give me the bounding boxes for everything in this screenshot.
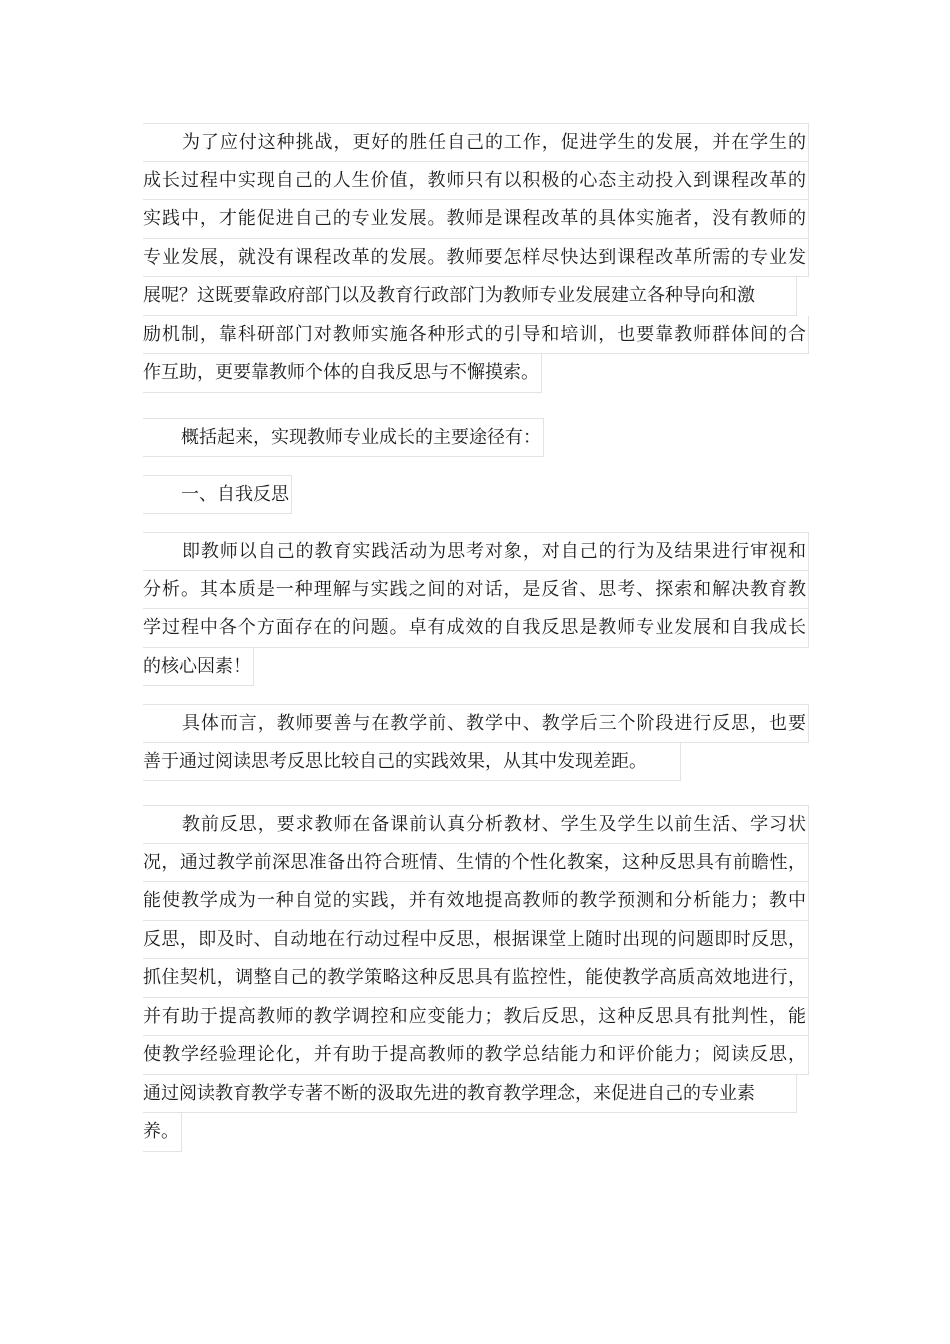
text-line	[143, 959, 809, 998]
text-line	[143, 1036, 809, 1075]
text-line	[143, 844, 809, 883]
text-line	[143, 571, 809, 610]
text-line	[143, 704, 809, 743]
line-text: 作互助，更要靠教师个体的自我反思与不懈摸索。	[143, 362, 539, 383]
section-heading	[143, 475, 809, 514]
line-text: 反思，即及时、自动地在行动过程中反思，根据课堂上随时出现的问题即时反思，	[143, 928, 806, 950]
text-line	[143, 882, 809, 921]
line-text: 概括起来，实现教师专业成长的主要途径有：	[181, 427, 541, 448]
text-line	[143, 354, 542, 393]
text-line	[143, 162, 809, 201]
line-text: 况，通过教学前深思准备出符合班情、生情的个性化教案，这种反思具有前瞻性，	[143, 851, 806, 873]
line-text: 使教学经验理论化，并有助于提高教师的教学总结能力和评价能力；阅读反思，	[143, 1044, 806, 1065]
text-line	[143, 648, 254, 687]
line-text: 抓住契机，调整自己的教学策略这种反思具有监控性，能使教学高质高效地进行，	[143, 967, 806, 988]
text-line	[143, 743, 681, 782]
text-line	[143, 200, 809, 239]
paragraph-specifics	[143, 704, 809, 781]
text-line	[143, 277, 797, 316]
text-line	[143, 921, 809, 960]
text-line	[143, 475, 292, 514]
text-line	[143, 609, 809, 648]
line-text: 专业发展，就没有课程改革的发展。教师要怎样尽快达到课程改革所需的专业发	[143, 246, 806, 268]
line-text: 通过阅读教育教学专著不断的汲取先进的教育教学理念，来促进自己的专业素	[143, 1082, 755, 1104]
text-line	[143, 123, 809, 162]
text-line	[143, 998, 809, 1037]
paragraph-intro	[143, 123, 809, 393]
text-line	[143, 532, 809, 571]
heading-text: 一、自我反思	[181, 484, 289, 505]
line-text: 学过程中各个方面存在的问题。卓有成效的自我反思是教师专业发展和自我成长	[143, 617, 806, 638]
line-text: 能使教学成为一种自觉的实践，并有效地提高教师的教学预测和分析能力；教中	[143, 890, 806, 911]
line-text: 励机制，靠科研部门对教师实施各种形式的引导和培训，也要靠教师群体间的合	[143, 323, 806, 345]
line-text: 养。	[143, 1121, 179, 1142]
text-line	[143, 418, 544, 457]
line-text: 分析。其本质是一种理解与实践之间的对话，是反省、思考、探索和解决教育教	[143, 578, 806, 600]
line-text: 的核心因素！	[143, 655, 251, 677]
line-text: 善于通过阅读思考反思比较自己的实践效果，从其中发现差距。	[143, 750, 647, 772]
line-text: 教前反思，要求教师在备课前认真分析教材、学生及学生以前生活、学习状	[181, 814, 806, 835]
line-text: 并有助于提高教师的教学调控和应变能力；教后反思，这种反思具有批判性，能	[143, 1005, 806, 1027]
line-text: 展呢？这既要靠政府部门以及教育行政部门为教师专业发展建立各种导向和激	[143, 285, 755, 306]
line-text: 即教师以自己的教育实践活动为思考对象，对自己的行为及结果进行审视和	[181, 541, 806, 562]
line-text: 实践中，才能促进自己的专业发展。教师是课程改革的具体实施者，没有教师的	[143, 208, 806, 229]
text-line	[143, 1075, 797, 1114]
text-line	[143, 805, 809, 844]
paragraph-pre-teaching-reflection	[143, 805, 809, 1152]
text-line	[143, 239, 809, 278]
paragraph-self-reflection	[143, 532, 809, 686]
line-text: 为了应付这种挑战，更好的胜任自己的工作，促进学生的发展，并在学生的	[181, 132, 806, 153]
paragraph-summary	[143, 418, 809, 457]
text-line	[143, 316, 809, 355]
line-text: 成长过程中实现自己的人生价值，教师只有以积极的心态主动投入到课程改革的	[143, 169, 806, 191]
line-text: 具体而言，教师要善与在教学前、教学中、教学后三个阶段进行反思，也要	[181, 713, 806, 734]
text-line	[143, 1113, 182, 1152]
